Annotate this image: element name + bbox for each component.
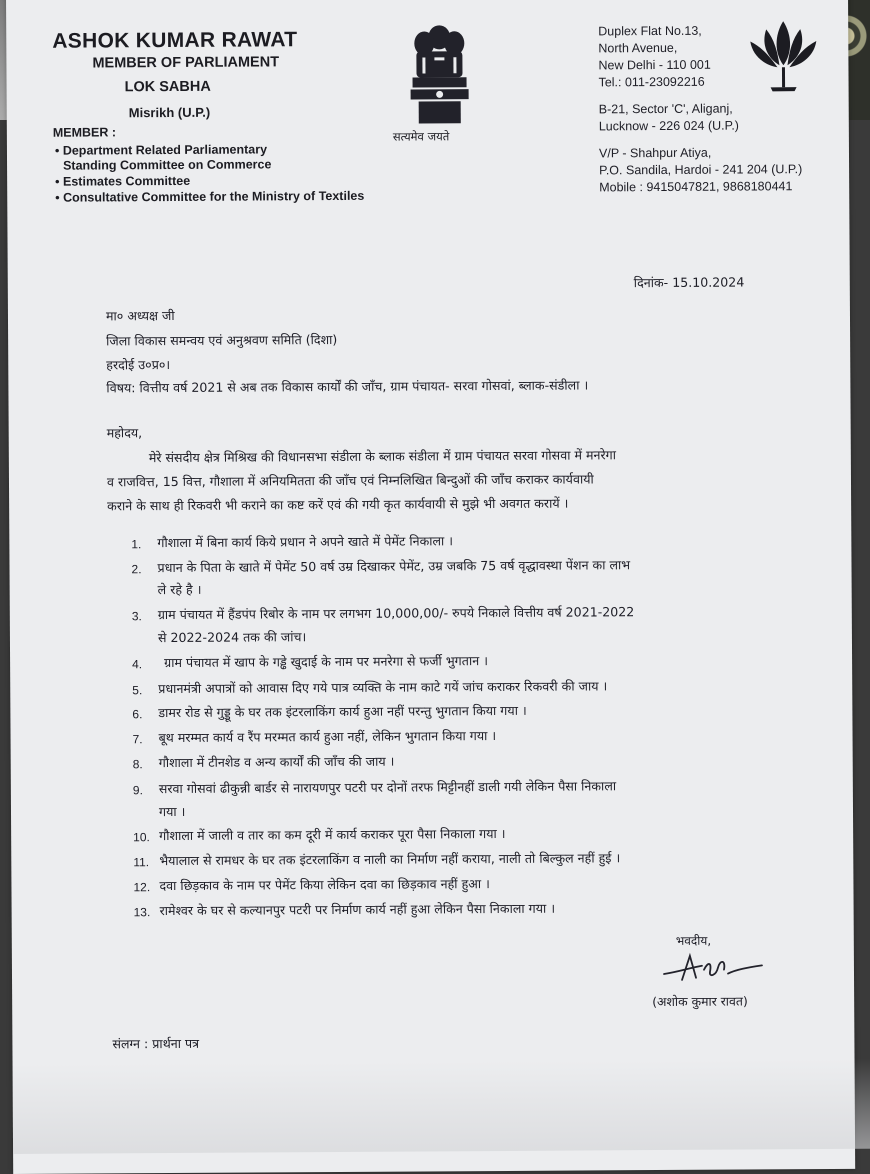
intro-line: मेरे संसदीय क्षेत्र मिश्रिख की विधानसभा संडीला के ब्लाक संडीला में ग्राम पंचायत सरवा गोसवा में मनरेगा xyxy=(148,447,617,466)
item-number: 2. xyxy=(131,562,142,577)
item-number: 9. xyxy=(132,783,143,798)
list-item: गौशाला में बिना कार्य किये प्रधान ने अपने खाते में पेमेंट निकाला । xyxy=(157,533,454,551)
list-item: ग्राम पंचायत में हैंडपंप रिबोर के नाम पर लगभग 10,000,00/- रुपये निकाले वित्तीय वर्ष 2021-2022 xyxy=(157,604,635,623)
sender-name: ASHOK KUMAR RAWAT xyxy=(52,28,298,53)
signatory-name: (अशोक कुमार रावत) xyxy=(652,993,748,1010)
list-item: डामर रोड से गुड्डू के घर तक इंटरलाकिंग कार्य हुआ नहीं परन्तु भुगतान किया गया । xyxy=(158,702,527,721)
salutation: महोदय, xyxy=(106,425,143,441)
intro-line: कराने के साथ ही रिकवरी भी कराने का कष्ट करें एवं की गयी कृत कार्यवायी से मुझे भी अवगत करायें । xyxy=(107,495,569,514)
letter-page xyxy=(6,0,855,1174)
address-line: North Avenue, xyxy=(598,40,678,56)
item-number: 10. xyxy=(133,830,150,845)
item-number: 6. xyxy=(132,707,143,722)
handwritten-signature-icon xyxy=(660,949,770,984)
address-line: P.O. Sandila, Hardoi - 241 204 (U.P.) xyxy=(599,162,803,178)
sender-house: LOK SABHA xyxy=(124,78,211,96)
item-number: 1. xyxy=(131,537,142,552)
enclosure: संलग्न : प्रार्थना पत्र xyxy=(112,1035,200,1052)
recipient-line: हरदोई उ०प्र०। xyxy=(106,357,171,373)
committee-line: • Consultative Committee for the Ministry of Textiles xyxy=(55,188,365,205)
letter-date: दिनांक- 15.10.2024 xyxy=(633,274,745,291)
recipient-line: मा० अध्यक्ष जी xyxy=(105,307,175,324)
intro-line: व राजवित्त, 15 वित्त, गौशाला में अनियमितता की जाँच एवं निम्नलिखित बिन्दुओं की जाँच कराकर कार्यवायी xyxy=(106,471,594,490)
list-item: गौशाला में टीनशेड व अन्य कार्यों की जाँच की जाय । xyxy=(158,753,395,771)
item-number: 7. xyxy=(132,732,143,747)
address-line: V/P - Shahpur Atiya, xyxy=(598,145,712,161)
committee-line: • Department Related Parliamentary xyxy=(54,142,268,158)
list-item: प्रधानमंत्री अपात्रों को आवास दिए गये पात्र व्यक्ति के नाम काटे गयें जांच कराकर रिकवरी की जाय । xyxy=(158,678,608,697)
item-number: 4. xyxy=(132,657,143,672)
address-line: New Delhi - 110 001 xyxy=(598,57,711,73)
list-item: रामेश्वर के घर से कल्यानपुर पटरी पर निर्माण कार्य नहीं हुआ लेकिन पैसा निकाला गया । xyxy=(159,900,556,919)
list-item: गया । xyxy=(158,803,186,820)
recipient-line: जिला विकास समन्वय एवं अनुश्रवण समिति (दिशा) xyxy=(106,331,338,349)
sender-constituency: Misrikh (U.P.) xyxy=(128,104,211,121)
item-number: 12. xyxy=(133,880,151,895)
closing: भवदीय, xyxy=(675,933,712,948)
list-item: दवा छिड़काव के नाम पर पेमेंट किया लेकिन दवा का छिड़काव नहीं हुआ । xyxy=(159,876,490,894)
lotus-icon xyxy=(744,17,822,93)
item-number: 3. xyxy=(131,609,142,624)
sender-title: MEMBER OF PARLIAMENT xyxy=(92,54,280,72)
list-item: से 2022-2024 तक की जांच। xyxy=(157,629,307,646)
list-item: भैयालाल से रामधर के घर तक इंटरलाकिंग व नाली का निर्माण नहीं कराया, नाली तो बिल्कुल नहीं हुई । xyxy=(159,850,621,869)
national-emblem-icon xyxy=(404,17,475,127)
list-item: बूथ मरम्मत कार्य व रैंप मरम्मत कार्य हुआ नहीं, लेकिन भुगतान किया गया । xyxy=(158,728,497,746)
item-number: 13. xyxy=(133,905,151,920)
list-item: प्रधान के पिता के खाते में पेमेंट 50 वर्ष उम्र दिखाकर पेमेंट, उम्र जबकि 75 वर्ष वृद्धावस्था पेंशन का लाभ xyxy=(157,557,631,576)
member-heading: MEMBER : xyxy=(52,125,117,140)
item-number: 5. xyxy=(132,683,143,698)
list-item: सरवा गोसवां ढीकुन्नी बार्डर से नारायणपुर पटरी पर दोनों तरफ मिट्टीनहीं डाली गयी लेकिन पैसा निकाला xyxy=(158,778,617,797)
committee-line: Standing Committee on Commerce xyxy=(63,157,272,173)
item-number: 11. xyxy=(133,855,150,870)
phone-line: Tel.: 011-23092216 xyxy=(598,74,705,90)
list-item: ले रहे है । xyxy=(157,581,202,598)
mobile-line: Mobile : 9415047821, 9868180441 xyxy=(599,179,793,195)
list-item: गौशाला में जाली व तार का कम दूरी में कार्य कराकर पूरा पैसा निकाला गया । xyxy=(159,825,506,844)
address-line: Duplex Flat No.13, xyxy=(598,23,702,39)
emblem-motto: सत्यमेव जयते xyxy=(392,129,450,144)
list-item: ग्राम पंचायत में खाप के गड्ढे खुदाई के नाम पर मनरेगा से फर्जी भुगतान । xyxy=(164,653,489,671)
address-line: B-21, Sector 'C', Aliganj, xyxy=(598,101,733,117)
item-number: 8. xyxy=(132,757,143,772)
address-line: Lucknow - 226 024 (U.P.) xyxy=(598,118,739,134)
letter-subject: विषय: वित्तीय वर्ष 2021 से अब तक विकास कार्यों की जाँच, ग्राम पंचायत- सरवा गोसवां, ब्लाक-संडीला । xyxy=(106,377,589,396)
committee-line: • Estimates Committee xyxy=(55,173,191,189)
paper-shadow xyxy=(13,1059,870,1154)
